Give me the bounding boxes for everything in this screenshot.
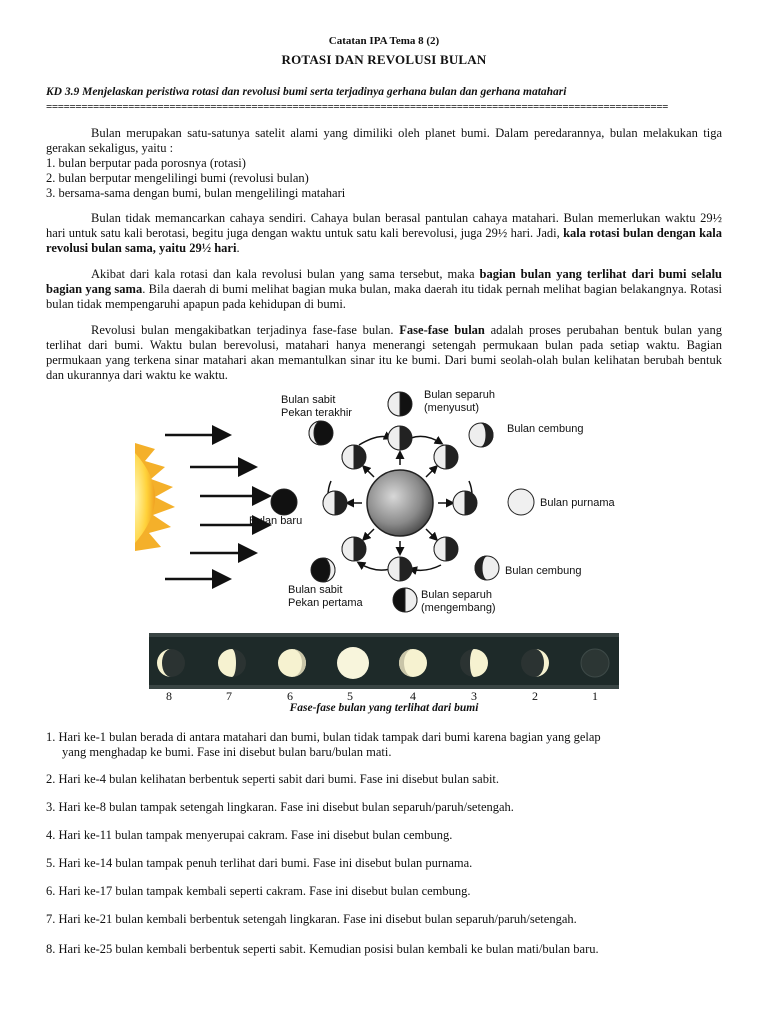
- phase-item-6: 6. Hari ke-17 bulan tampak kembali seperti cakram. Fase ini disebut bulan cembung.: [46, 884, 471, 898]
- intro-item-3: 3. bersama-sama dengan bumi, bulan mengelilingi matahari: [46, 186, 346, 200]
- label-waxing-gibbous: Bulan cembung: [505, 565, 582, 577]
- label-waning-crescent: [281, 394, 352, 420]
- sunlight-arrows: [165, 435, 267, 579]
- label-waning-crescent-line1: Bulan sabit: [281, 394, 336, 406]
- same-face-text: Akibat dari kala rotasi dan kala revolusi bulan yang sama tersebut, maka: [91, 267, 480, 281]
- document-title: ROTASI DAN REVOLUSI BULAN: [281, 52, 487, 67]
- photo-moon-6-icon: [278, 649, 306, 677]
- photo-moon-8-icon: [157, 649, 185, 677]
- photo-moon-7-icon: [218, 649, 246, 677]
- label-waning-crescent-line2: Pekan terakhir: [281, 407, 352, 419]
- label-first-quarter-line2: (mengembang): [421, 602, 496, 614]
- phases-paragraph: [46, 323, 722, 383]
- label-new-moon: Bulan baru: [249, 515, 303, 527]
- phase-item-1-line1: 1. Hari ke-1 bulan berada di antara matahari dan bumi, bulan tidak tampak dari bumi karena bagian yang gelap: [46, 730, 601, 744]
- inner-moon-topleft-icon: [342, 445, 366, 469]
- intro-item-1: 1. bulan berputar pada porosnya (rotasi): [46, 156, 246, 170]
- label-waxing-crescent-line2: Pekan pertama: [288, 597, 363, 609]
- rotation-text: Bulan tidak memancarkan cahaya sendiri. Cahaya bulan berasal pantulan cahaya matahari. Bulan memerlukan waktu 29½ hari untuk satu kali berotasi, begitu juga dengan waktu untuk satu kali berevolusi, juga 29½ hari. Jadi,: [46, 211, 722, 240]
- inner-moon-top-icon: [388, 426, 412, 450]
- strip-number-8: 8: [166, 689, 172, 703]
- phase-item-4: 4. Hari ke-11 bulan tampak menyerupai cakram. Fase ini disebut bulan cembung.: [46, 828, 453, 842]
- waning-crescent-icon: [309, 421, 333, 445]
- strip-number-6: 6: [287, 689, 293, 703]
- label-first-quarter-line1: Bulan separuh: [421, 589, 492, 601]
- document-subtitle: Catatan IPA Tema 8 (2): [328, 35, 440, 47]
- same-face-paragraph: [46, 267, 722, 312]
- label-waxing-crescent-line1: Bulan sabit: [288, 584, 343, 596]
- label-waxing-crescent: [288, 584, 363, 610]
- last-quarter-icon: [388, 392, 412, 416]
- phases-bold: Fase-fase bulan: [399, 323, 485, 337]
- phase-item-2: 2. Hari ke-4 bulan kelihatan berbentuk seperti sabit dari bumi. Fase ini disebut bulan sabit.: [46, 772, 500, 786]
- inner-moon-left-icon: [323, 491, 347, 515]
- figure-caption: Fase-fase bulan yang terlihat dari bumi: [289, 702, 479, 714]
- intro-section: [46, 126, 722, 201]
- phase-item-5: 5. Hari ke-14 bulan tampak penuh terlihat dari bumi. Fase ini disebut bulan purnama.: [46, 856, 473, 870]
- rotation-paragraph: [46, 211, 722, 256]
- phases-end: adalah proses perubahan bentuk bulan yang terlihat dari bumi. Waktu bulan berevolusi, matahari hanya menerangi setengah permukaan bulan pada setiap waktu. Bagian permukaan yang terkena sinar matahari akan memantulkan sinar itu ke bumi. Dari bumi seolah-olah bulan kelihatan berubah bentuk dan ukurannya dari waktu ke waktu.: [46, 323, 722, 382]
- divider-rule: ==========================================================================================================: [46, 101, 669, 113]
- moon-photo-strip-image: [149, 633, 619, 689]
- strip-number-3: 3: [471, 689, 477, 703]
- label-first-quarter: [421, 589, 496, 615]
- label-waning-gibbous: Bulan cembung: [507, 423, 584, 435]
- rotation-end: .: [236, 241, 240, 255]
- inner-moon-bottomleft-icon: [342, 537, 366, 561]
- full-moon-icon: [508, 489, 534, 515]
- strip-number-5: 5: [347, 689, 353, 703]
- photo-moon-2-icon: [521, 649, 549, 677]
- label-last-quarter-line2: (menyusut): [424, 402, 480, 414]
- intro-item-2: 2. bulan berputar mengelilingi bumi (revolusi bulan): [46, 171, 309, 185]
- strip-number-1: 1: [592, 689, 598, 703]
- same-face-end: . Bila daerah di bumi melihat bagian muka bulan, maka daerah itu tidak pernah melihat bagian belakangnya. Rotasi bulan tidak mempengaruhi apapun pada kehidupan di bumi.: [46, 282, 722, 311]
- earth-icon: [367, 470, 433, 536]
- label-last-quarter: [424, 389, 495, 415]
- phase-item-1: [46, 730, 722, 760]
- inner-moon-topright-icon: [434, 445, 458, 469]
- waxing-gibbous-icon: [475, 556, 499, 580]
- strip-number-2: 2: [532, 689, 538, 703]
- phase-item-1-line2: yang menghadap ke bumi. Fase ini disebut bulan baru/bulan mati.: [62, 745, 392, 759]
- competency-statement: KD 3.9 Menjelaskan peristiwa rotasi dan revolusi bumi serta terjadinya gerhana bulan dan gerhana matahari: [46, 86, 567, 98]
- inner-moon-bottom-icon: [388, 557, 412, 581]
- phases-text: Revolusi bulan mengakibatkan terjadinya fase-fase bulan.: [91, 323, 400, 337]
- strip-number-7: 7: [226, 689, 232, 703]
- rotation-bold: kala rotasi bulan dengan kala revolusi bulan sama, yaitu 29½ hari: [46, 226, 723, 255]
- photo-moon-4-icon: [399, 649, 427, 677]
- inner-moon-bottomright-icon: [434, 537, 458, 561]
- phase-item-7: 7. Hari ke-21 bulan kembali berbentuk setengah lingkaran. Fase ini disebut bulan separuh/paruh/setengah.: [46, 912, 577, 926]
- moon-photo-strip: [149, 633, 619, 689]
- waxing-crescent-icon: [311, 558, 335, 582]
- phase-item-8: 8. Hari ke-25 bulan kembali berbentuk seperti sabit. Kemudian posisi bulan kembali ke bulan mati/bulan baru.: [46, 942, 599, 956]
- strip-number-4: 4: [410, 689, 416, 703]
- photo-moon-3-icon: [460, 649, 488, 677]
- photo-moon-5-icon: [337, 647, 369, 679]
- photo-moon-1-icon: [581, 649, 609, 677]
- same-face-bold: bagian bulan yang terlihat dari bumi selalu bagian yang sama: [46, 267, 722, 296]
- new-moon-icon: [271, 489, 297, 515]
- first-quarter-icon: [393, 588, 417, 612]
- inner-moon-right-icon: [453, 491, 477, 515]
- sun-icon: [135, 443, 175, 551]
- waning-gibbous-icon: [469, 423, 493, 447]
- label-last-quarter-line1: Bulan separuh: [424, 389, 495, 401]
- phase-item-3: 3. Hari ke-8 bulan tampak setengah lingkaran. Fase ini disebut bulan separuh/paruh/setengah.: [46, 800, 514, 814]
- intro-paragraph: Bulan merupakan satu-satunya satelit alami yang dimiliki oleh planet bumi. Dalam peredarannya, bulan melakukan tiga gerakan sekaligus, yaitu :: [46, 126, 722, 155]
- label-full-moon: Bulan purnama: [540, 497, 615, 509]
